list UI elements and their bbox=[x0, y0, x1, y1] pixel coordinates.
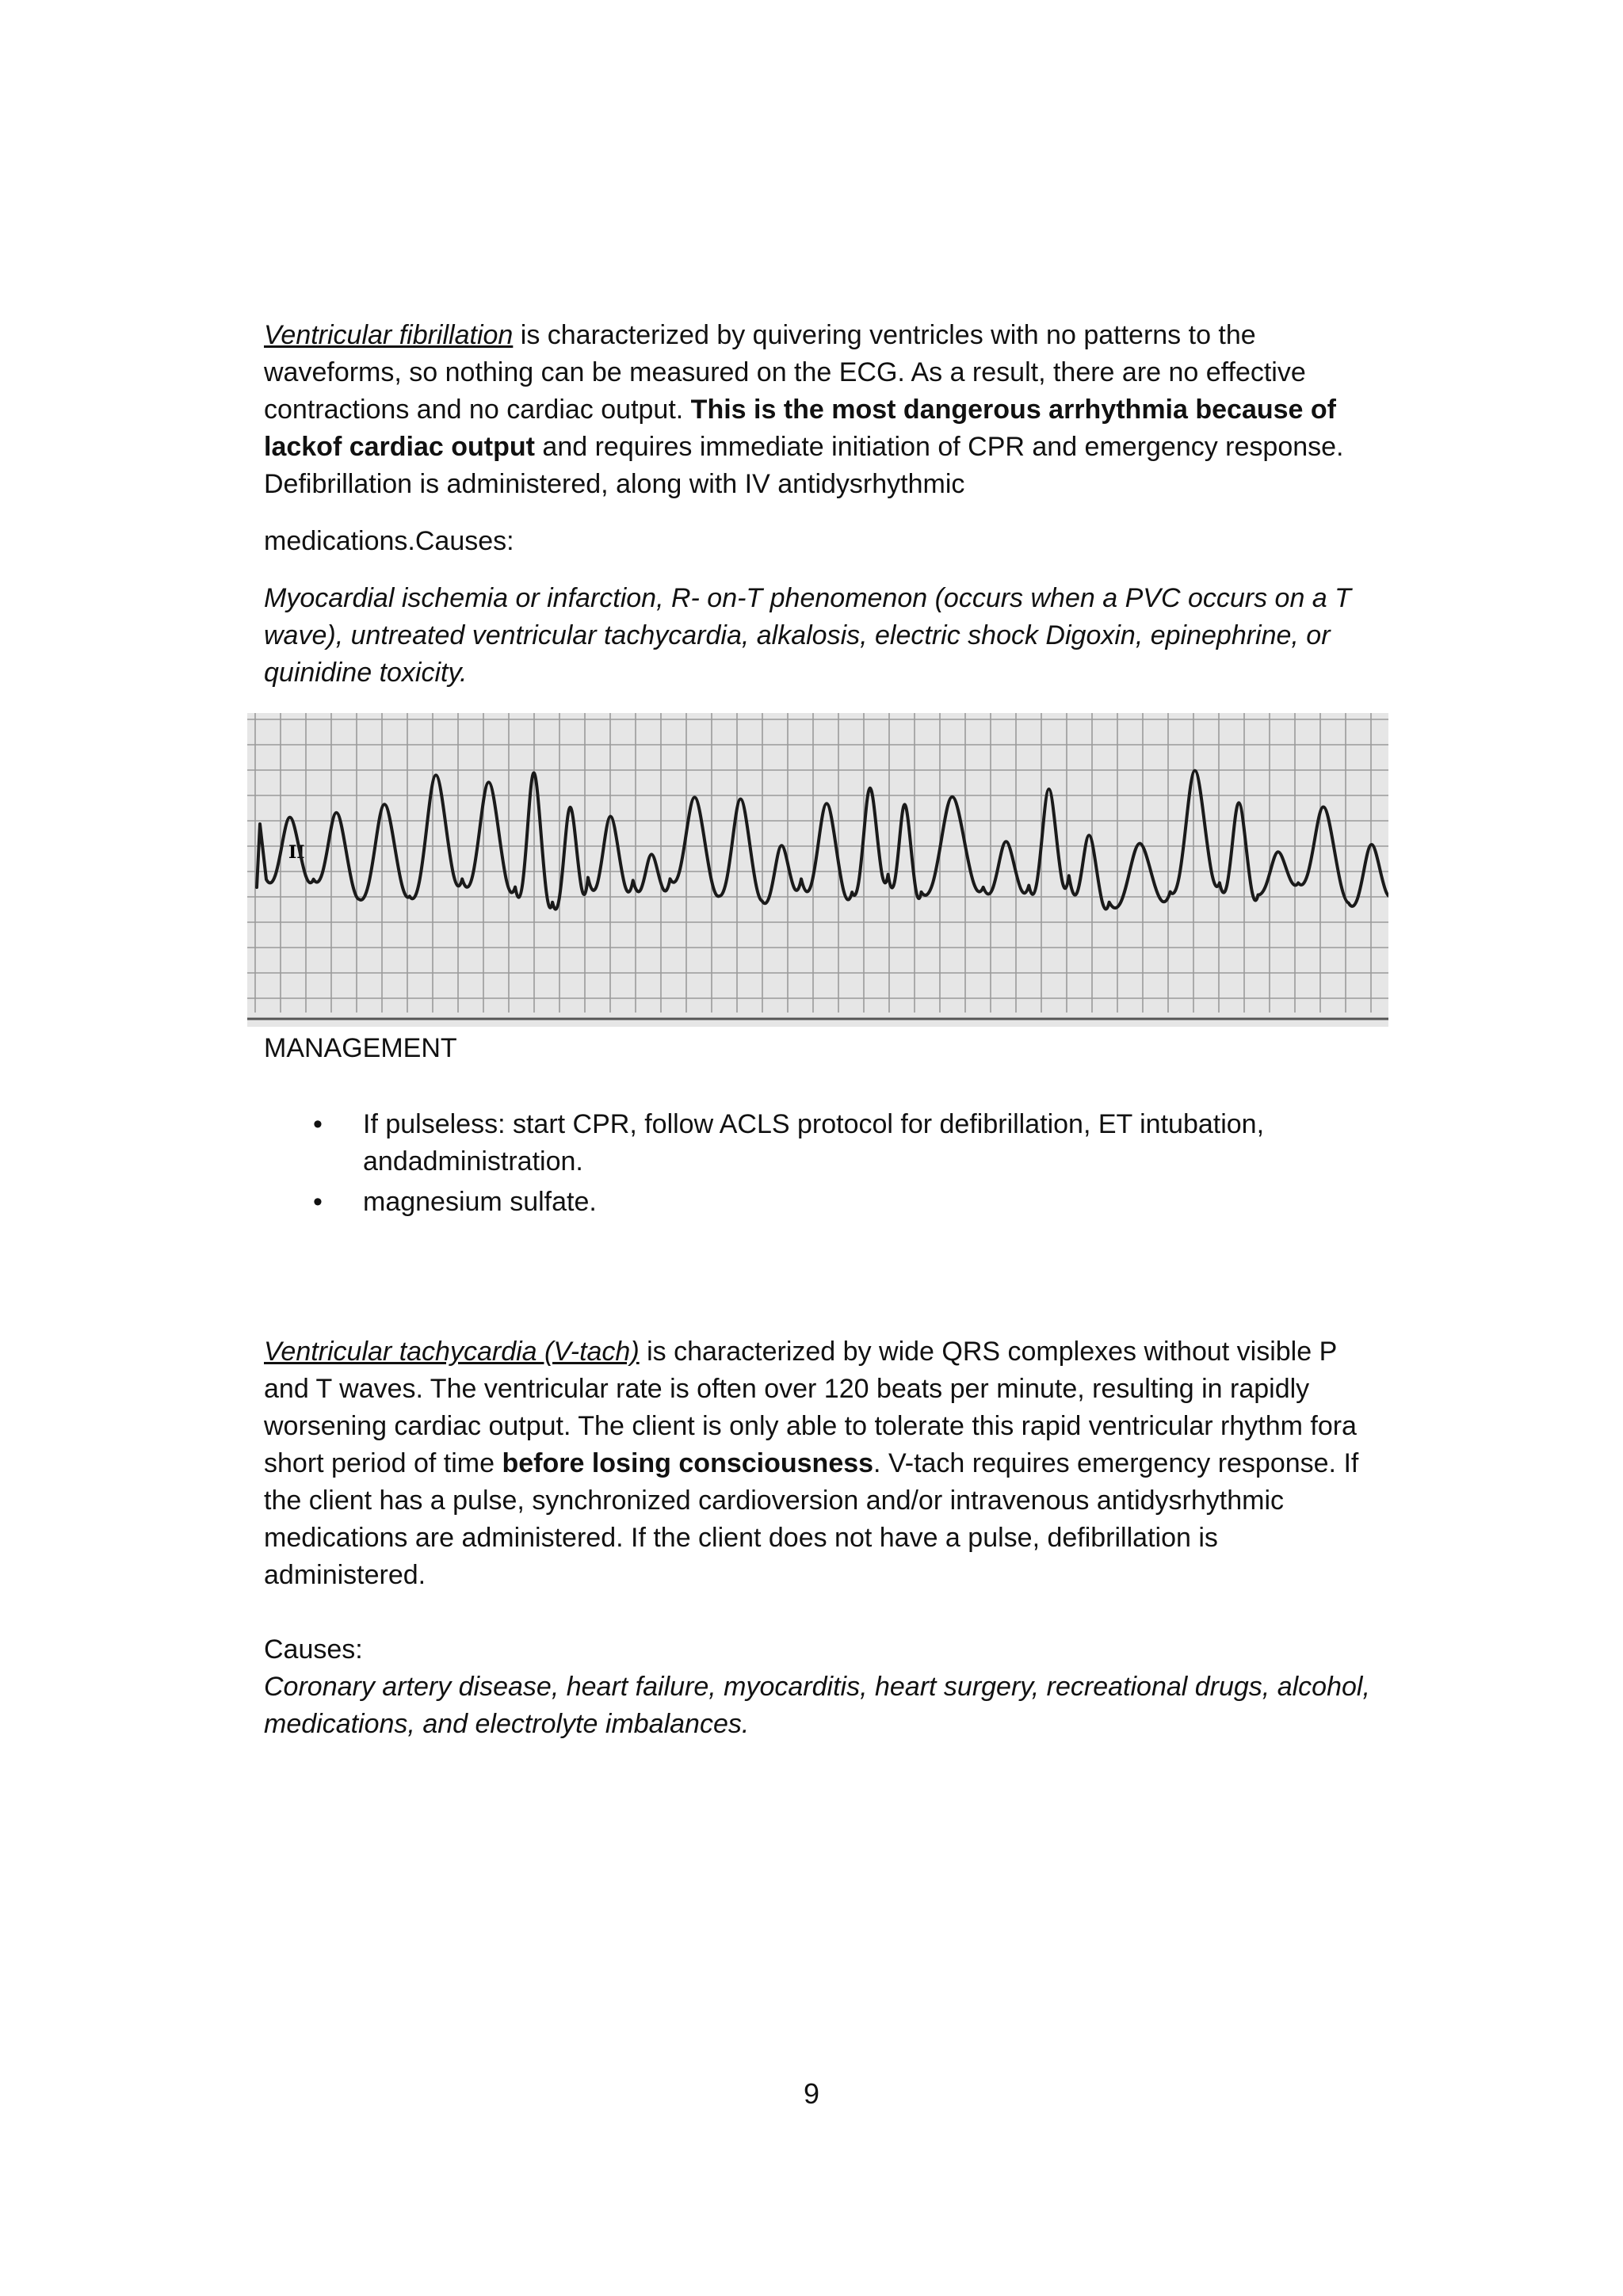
ecg-strip bbox=[247, 713, 1388, 1027]
vf-term: Ventricular fibrillation bbox=[264, 320, 514, 350]
vt-causes-label: Causes: bbox=[264, 1634, 363, 1665]
vf-text-1: is characterized by quivering ventricles with no patterns to the waveforms, so nothing can be measured on the ECG. As a result, there are no effective contractions and no cardiac output. bbox=[264, 320, 1306, 425]
vf-text-2: and requires immediate initiation of CPR and emergency response. Defibrillation is administered, along with IV antidysrhythmic bbox=[264, 432, 1344, 499]
management-item-text: If pulseless: start CPR, follow ACLS protocol for defibrillation, ET intubation, andadministration. bbox=[363, 1109, 1265, 1177]
page-number: 9 bbox=[803, 2077, 820, 2110]
vt-term: Ventricular tachycardia (V-tach) bbox=[264, 1337, 640, 1367]
management-title: MANAGEMENT bbox=[264, 1033, 457, 1063]
bullet-icon: • bbox=[313, 1187, 323, 1217]
management-list bbox=[264, 1106, 1373, 1224]
management-item bbox=[264, 1106, 1373, 1180]
vt-causes-text: Coronary artery disease, heart failure, myocarditis, heart surgery, recreational drugs, alcohol, medications, and electrolyte imbalances. bbox=[264, 1672, 1370, 1739]
vt-section bbox=[264, 1333, 1373, 1743]
vt-paragraph bbox=[264, 1333, 1373, 1594]
vt-text-1: is characterized by wide QRS complexes without visible P and T waves. The ventricular rate is often over 120 beats per minute, resulting in rapidly worsening cardiac output. The client is only able to tolerate this rapid ventricular rhythm fora short period of time bbox=[264, 1337, 1357, 1478]
ecg-grid bbox=[247, 713, 1388, 1019]
vf-causes-text: Myocardial ischemia or infarction, R- on-T phenomenon (occurs when a PVC occurs on a T wave), untreated ventricular tachycardia, alkalosis, electric shock Digoxin, epinephrine, or quinidine toxicity. bbox=[264, 583, 1351, 688]
vt-causes-list bbox=[264, 1669, 1373, 1743]
vf-bold: This is the most dangerous arrhythmia because of lackof cardiac output bbox=[264, 395, 1336, 462]
vf-meds-causes: medications.Causes: bbox=[264, 526, 514, 556]
ecg-svg bbox=[247, 713, 1388, 1027]
vf-causes-list bbox=[264, 580, 1373, 692]
vf-section bbox=[264, 317, 1373, 692]
bullet-icon: • bbox=[313, 1109, 323, 1139]
management-item-text: magnesium sulfate. bbox=[363, 1187, 597, 1217]
vt-bold: before losing consciousness bbox=[502, 1448, 874, 1478]
vf-paragraph bbox=[264, 317, 1373, 503]
management-item bbox=[264, 1184, 1373, 1221]
ecg-lead-label: II bbox=[288, 842, 305, 863]
vt-text-2: . V-tach requires emergency response. If the client has a pulse, synchronized cardioversion and/or intravenous antidysrhythmic medications are administered. If the client does not have a pulse, defibrillation is administered. bbox=[264, 1448, 1359, 1590]
